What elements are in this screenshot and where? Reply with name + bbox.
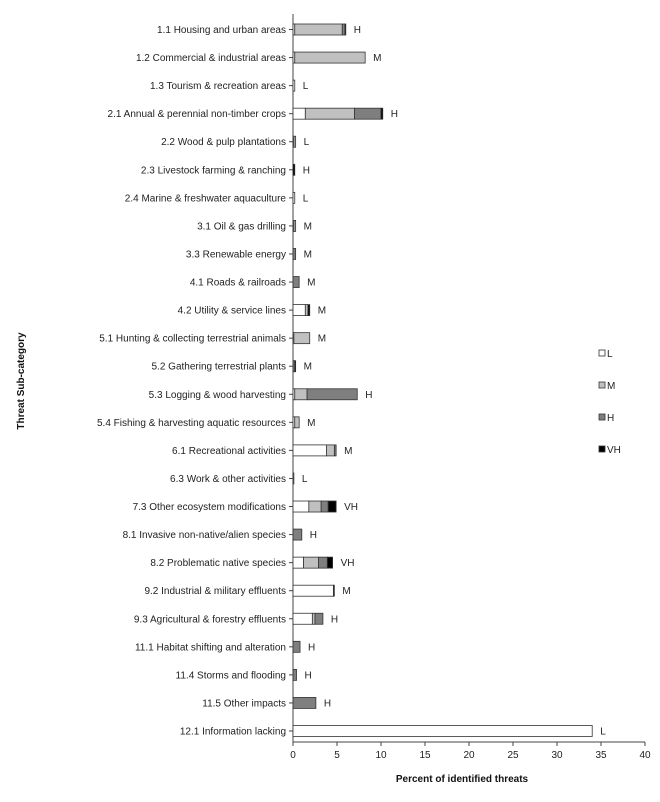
bar-end-label: H <box>365 389 373 401</box>
legend-label: L <box>607 349 613 360</box>
bar-segment-h <box>334 445 336 456</box>
axes <box>289 14 645 742</box>
bar-segment-vh <box>381 108 383 119</box>
category-label: 6.3 Work & other activities <box>170 473 286 485</box>
x-tick-labels <box>290 742 651 761</box>
category-label: 1.3 Tourism & recreation areas <box>150 81 286 93</box>
bar-end-label: H <box>353 25 362 36</box>
category-label: 5.3 Logging & wood harvesting <box>148 389 286 401</box>
bar-segment-l <box>293 613 312 624</box>
bar-segment-m <box>326 445 334 456</box>
x-tick-label: 25 <box>507 750 519 761</box>
category-label: 2.3 Livestock farming & ranching <box>140 165 286 177</box>
category-label: 4.1 Roads & railroads <box>189 277 286 289</box>
bar-end-label: H <box>302 165 310 177</box>
bar-segment-h <box>293 248 296 259</box>
bar-segment-h <box>293 277 299 288</box>
bar-segment-vh <box>345 24 346 35</box>
bar-end-label: H <box>304 670 312 682</box>
category-label: 11.5 Other impacts <box>202 698 286 710</box>
bar-end-label: H <box>323 698 332 710</box>
bar-segment-vh <box>295 361 296 372</box>
category-label: 3.1 Oil & gas drilling <box>197 221 286 233</box>
bar-end-label: M <box>303 361 312 373</box>
legend-label: M <box>607 381 616 392</box>
bar-end-label: M <box>342 586 351 598</box>
x-tick-label: 20 <box>463 750 475 761</box>
x-tick-label: 35 <box>595 750 607 761</box>
bar-end-label: VH <box>344 502 359 514</box>
legend-swatch-l <box>599 350 605 356</box>
category-label: 5.1 Hunting & collecting terrestrial animals <box>99 333 286 345</box>
legend-label: VH <box>607 445 621 456</box>
bar-segment-m <box>309 501 321 512</box>
bar-segment-l <box>293 445 326 456</box>
bar-end-label: M <box>344 445 353 457</box>
category-label: 8.2 Problematic native species <box>150 558 286 570</box>
bar-end-label: M <box>303 249 312 261</box>
bars <box>293 24 592 737</box>
x-tick-label: 30 <box>551 750 563 761</box>
bar-segment-m <box>295 24 343 35</box>
bar-segment-h <box>293 669 297 680</box>
category-label: 4.2 Utility & service lines <box>177 305 286 317</box>
bar-segment-l <box>293 501 309 512</box>
bar-segment-m <box>294 220 296 231</box>
bar-end-label: L <box>302 193 309 205</box>
x-tick-label: 10 <box>375 750 387 761</box>
category-label: 12.1 Information lacking <box>179 726 286 738</box>
bar-end-label: H <box>309 530 318 542</box>
legend-label: H <box>607 413 615 424</box>
bar-segment-vh <box>308 305 310 316</box>
legend-swatch-vh <box>599 446 605 452</box>
category-label: 1.1 Housing and urban areas <box>157 25 286 36</box>
bar-segment-l <box>293 108 305 119</box>
bar-end-label: M <box>303 221 312 233</box>
bar-segment-l <box>293 192 295 203</box>
bar-segment-vh <box>333 585 334 596</box>
bar-end-label: M <box>317 333 327 345</box>
bar-segment-m <box>294 333 310 344</box>
bar-end-label: M <box>307 277 316 289</box>
bar-end-labels <box>302 25 606 738</box>
legend-swatch-m <box>599 382 605 388</box>
bar-end-label: L <box>303 137 310 149</box>
x-axis-title: Percent of identified threats <box>395 774 529 785</box>
bar-segment-m <box>295 52 365 63</box>
bar-segment-m <box>304 557 319 568</box>
category-label: 11.4 Storms and flooding <box>175 670 286 682</box>
category-label: 9.3 Agricultural & forestry effluents <box>133 614 286 626</box>
category-label: 5.4 Fishing & harvesting aquatic resources <box>97 417 286 429</box>
bar-segment-h <box>355 108 381 119</box>
bar-segment-l <box>293 585 333 596</box>
bar-segment-h <box>319 557 328 568</box>
bar-end-label: L <box>301 473 308 485</box>
x-tick-label: 0 <box>290 750 296 761</box>
bar-segment-l <box>293 80 295 91</box>
category-label: 3.3 Renewable energy <box>185 249 286 261</box>
bar-end-label: M <box>373 53 382 65</box>
bar-segment-l <box>293 305 305 316</box>
y-axis-title: Threat Sub-category <box>16 332 27 430</box>
bar-segment-m <box>294 136 296 147</box>
category-label: 7.3 Other ecosystem modifications <box>132 502 286 514</box>
bar-segment-m <box>295 389 307 400</box>
category-label: 1.2 Commercial & industrial areas <box>135 53 286 65</box>
legend <box>599 349 621 456</box>
category-labels <box>97 25 286 738</box>
bar-end-label: H <box>308 642 316 654</box>
bar-segment-h <box>293 529 302 540</box>
x-tick-label: 40 <box>639 750 651 761</box>
category-label: 9.2 Industrial & military effluents <box>144 586 286 598</box>
bar-segment-l <box>293 473 294 484</box>
bar-segment-h <box>307 389 357 400</box>
bar-segment-vh <box>328 501 336 512</box>
legend-swatch-h <box>599 414 605 420</box>
bar-segment-l <box>293 726 592 737</box>
bar-segment-l <box>293 557 304 568</box>
bar-segment-h <box>293 697 316 708</box>
category-label: 2.2 Wood & pulp plantations <box>161 137 286 149</box>
category-label: 6.1 Recreational activities <box>172 445 286 457</box>
category-label: 5.2 Gathering terrestrial plants <box>151 361 286 373</box>
bar-end-label: L <box>600 726 606 738</box>
bar-end-label: L <box>302 81 309 93</box>
bar-segment-m <box>305 108 354 119</box>
category-label: 8.1 Invasive non-native/alien species <box>122 530 286 542</box>
bar-segment-vh <box>327 557 332 568</box>
bar-end-label: M <box>307 417 316 429</box>
bar-end-label: VH <box>340 558 355 570</box>
bar-end-label: H <box>390 109 398 121</box>
bar-segment-h <box>321 501 328 512</box>
category-label: 2.1 Annual & perennial non-timber crops <box>107 109 286 121</box>
y-axis-title-group <box>16 332 27 430</box>
bar-segment-vh <box>293 164 295 175</box>
bar-end-label: H <box>330 614 339 626</box>
x-tick-label: 5 <box>334 750 340 761</box>
bar-segment-h <box>293 641 300 652</box>
category-label: 2.4 Marine & freshwater aquaculture <box>124 193 286 205</box>
x-tick-label: 15 <box>419 750 431 761</box>
bar-end-label: M <box>317 305 327 317</box>
bar-segment-h <box>315 613 323 624</box>
category-label: 11.1 Habitat shifting and alteration <box>134 642 286 654</box>
bar-segment-m <box>295 417 299 428</box>
